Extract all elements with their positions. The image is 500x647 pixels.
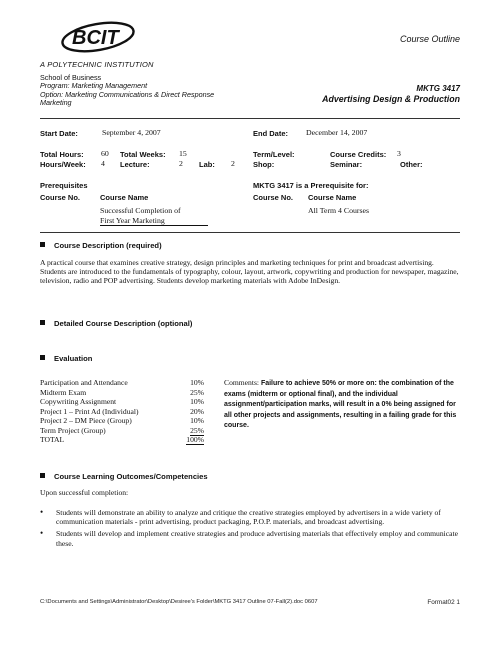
- eval-percent: 25%: [190, 387, 204, 397]
- table-row: [40, 388, 204, 398]
- square-bullet-icon: [40, 320, 45, 325]
- school-line: Marketing: [40, 98, 72, 108]
- logo-subtitle: A POLYTECHNIC INSTITUTION: [40, 60, 154, 69]
- square-bullet-icon: [40, 355, 45, 360]
- eval-item: Project 1 – Print Ad (Individual): [40, 406, 139, 416]
- list-item: • Students will develop and implement creative strategies and produce advertising materials that effectively employ and communicate these.: [40, 529, 460, 547]
- course-name-label: Course Name: [308, 193, 357, 202]
- outcomes-list: [40, 508, 460, 551]
- section-heading: [40, 241, 162, 250]
- lab-label: Lab:: [199, 160, 215, 169]
- evaluation-table: [40, 378, 204, 445]
- eval-item: Project 2 – DM Piece (Group): [40, 416, 132, 425]
- square-bullet-icon: [40, 242, 45, 247]
- footer-file-path: C:\Documents and Settings\Administrator\Desktop\Desiree's Folder\MKTG 3417 Outline 07-Fall(2).doc 0607: [40, 599, 318, 605]
- start-date-label: Start Date:: [40, 129, 78, 138]
- description-heading: Course Description (required): [54, 241, 162, 250]
- eval-percent: 20%: [190, 406, 204, 416]
- table-row: [40, 426, 204, 436]
- section-heading: [40, 354, 92, 363]
- table-row: [40, 407, 204, 417]
- hours-week-value: 4: [101, 159, 105, 168]
- total-weeks-value: 15: [179, 149, 187, 158]
- eval-item: Midterm Exam: [40, 387, 87, 397]
- course-code: MKTG 3417: [416, 84, 460, 93]
- prerequisites-heading: Prerequisites: [40, 181, 88, 190]
- course-credits-label: Course Credits:: [330, 150, 387, 159]
- prereq-course-name: First Year Marketing: [100, 216, 165, 225]
- total-hours-value: 60: [101, 149, 109, 158]
- eval-percent: 10%: [190, 397, 204, 406]
- term-level-label: Term/Level:: [253, 150, 295, 159]
- eval-item: Participation and Attendance: [40, 378, 128, 387]
- section-heading: [40, 472, 208, 481]
- eval-percent: 10%: [190, 416, 204, 425]
- divider: [100, 225, 208, 226]
- lecture-value: 2: [179, 159, 183, 168]
- eval-item: Term Project (Group): [40, 425, 106, 435]
- outcomes-intro: Upon successful completion:: [40, 488, 129, 497]
- eval-item: Copywriting Assignment: [40, 397, 117, 406]
- school-info: [40, 74, 270, 108]
- table-row: [40, 435, 204, 445]
- square-bullet-icon: [40, 473, 45, 478]
- course-no-label: Course No.: [253, 193, 294, 202]
- course-credits-value: 3: [397, 149, 401, 158]
- footer-page-number: Format02 1: [427, 599, 460, 606]
- school-line: Program: Marketing Management: [40, 81, 148, 91]
- is-prerequisite-heading: MKTG 3417 is a Prerequisite for:: [253, 181, 369, 190]
- seminar-label: Seminar:: [330, 160, 363, 169]
- bcit-logo: [58, 20, 136, 58]
- list-item: • Students will demonstrate an ability to analyze and critique the creative strategies employed by advertisers in a wide variety of communication materials - print advertising, product packaging, P.O.P. materials, and broadcast advertising.: [40, 508, 460, 526]
- eval-percent: 25%: [190, 425, 204, 435]
- comments-text: Failure to achieve 50% or more on: the combination of the exams (midterm or optional final), and the individual assignment/participation marks, will result in a 0% being assigned for all other projects and assignments, resulting in a failing grade for this course.: [224, 380, 457, 429]
- comments-label: Comments:: [224, 378, 260, 387]
- other-label: Other:: [400, 160, 423, 169]
- table-row: [40, 416, 204, 426]
- detailed-description-heading: Detailed Course Description (optional): [54, 319, 193, 328]
- logo-text: BCIT: [72, 27, 119, 49]
- section-heading: [40, 319, 192, 328]
- school-line: School of Business: [40, 73, 102, 82]
- shop-label: Shop:: [253, 160, 275, 169]
- evaluation-comments: [224, 378, 464, 431]
- total-hours-label: Total Hours:: [40, 150, 84, 159]
- prereq-course-name: Successful Completion of: [100, 206, 181, 215]
- total-weeks-label: Total Weeks:: [120, 150, 166, 159]
- course-description: A practical course that examines creative strategy, design principles and marketing techniques for print and broadcast advertising. Students are introduced to the fundamentals of typography, colour, layout, artwork, copywriting and production for newspaper, magazine, television, radio and POP advertising. Students develop marketing materials with Adobe InDesign.: [40, 258, 459, 286]
- divider: [40, 118, 460, 119]
- evaluation-heading: Evaluation: [54, 354, 93, 363]
- eval-percent: 10%: [190, 378, 204, 387]
- school-line: Option: Marketing Communications & Direct Response: [40, 89, 215, 99]
- outcomes-heading: Course Learning Outcomes/Competencies: [54, 472, 208, 481]
- is-prereq-course-name: All Term 4 Courses: [308, 206, 370, 215]
- start-date-value: September 4, 2007: [102, 128, 161, 137]
- table-row: [40, 397, 204, 407]
- divider: [40, 232, 460, 233]
- document-type: Course Outline: [399, 34, 460, 44]
- eval-total-percent: 100%: [186, 435, 204, 444]
- course-title: Advertising Design & Production: [322, 94, 460, 104]
- end-date-value: December 14, 2007: [306, 128, 368, 137]
- eval-total-label: TOTAL: [40, 435, 65, 444]
- lecture-label: Lecture:: [120, 160, 150, 169]
- course-no-label: Course No.: [40, 193, 81, 202]
- end-date-label: End Date:: [253, 129, 289, 138]
- lab-value: 2: [231, 159, 235, 168]
- table-row: [40, 378, 204, 388]
- hours-week-label: Hours/Week:: [40, 160, 86, 169]
- course-name-label: Course Name: [100, 193, 149, 202]
